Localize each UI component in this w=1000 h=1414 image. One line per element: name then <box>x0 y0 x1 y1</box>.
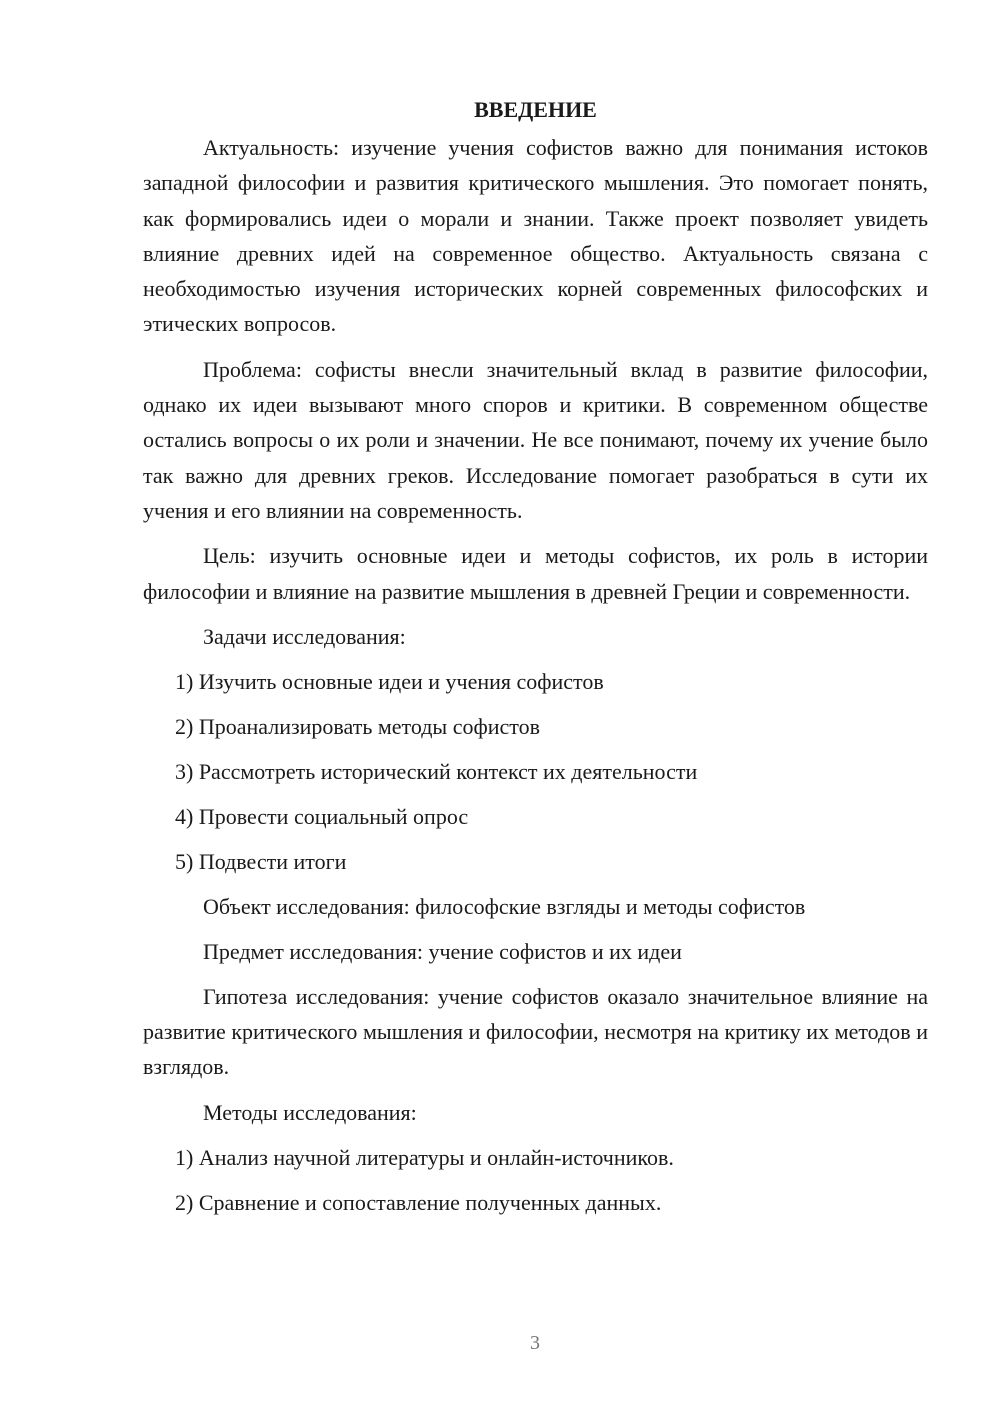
methods-heading: Методы исследования: <box>203 1099 417 1125</box>
tasks-list <box>143 664 928 879</box>
goal-paragraph: Цель: изучить основные идеи и методы софистов, их роль в истории философии и влияние на развитие мышления в древней Греции и современности. <box>143 543 928 604</box>
list-item: 3) Рассмотреть исторический контекст их деятельности <box>175 758 698 784</box>
hypothesis-paragraph: Гипотеза исследования: учение софистов оказало значительное влияние на развитие критического мышления и философии, несмотря на критику их методов и взглядов. <box>143 983 928 1080</box>
subject-line: Предмет исследования: учение софистов и их идеи <box>203 938 682 964</box>
page-number: 3 <box>530 1332 540 1354</box>
relevance-paragraph: Актуальность: изучение учения софистов важно для понимания истоков западной философии и развития критического мышления. Это помогает понять, как формировались идеи о морали и знании. Также проект позволяет увидеть влияние древних идей на современное общество. Актуальность связана с необходимостью изучения исторических корней современных философских и этических вопросов. <box>143 135 928 337</box>
methods-list <box>143 1140 928 1220</box>
list-item: 1) Изучить основные идеи и учения софистов <box>175 668 604 694</box>
list-item: 4) Провести социальный опрос <box>175 803 469 829</box>
tasks-heading: Задачи исследования: <box>203 623 406 649</box>
list-item: 5) Подвести итоги <box>175 848 347 874</box>
problem-paragraph: Проблема: софисты внесли значительный вклад в развитие философии, однако их идеи вызывают много споров и критики. В современном обществе остались вопросы о их роли и значении. Не все понимают, почему их учение было так важно для древних греков. Исследование помогает разобраться в сути их учения и его влиянии на современность. <box>143 356 928 523</box>
list-item: 2) Проанализировать методы софистов <box>175 713 540 739</box>
page-title: ВВЕДЕНИЕ <box>474 97 597 122</box>
list-item: 1) Анализ научной литературы и онлайн-источников. <box>175 1144 674 1170</box>
document-page <box>143 92 928 1230</box>
list-item: 2) Сравнение и сопоставление полученных данных. <box>175 1189 662 1215</box>
object-line: Объект исследования: философские взгляды и методы софистов <box>203 893 806 919</box>
